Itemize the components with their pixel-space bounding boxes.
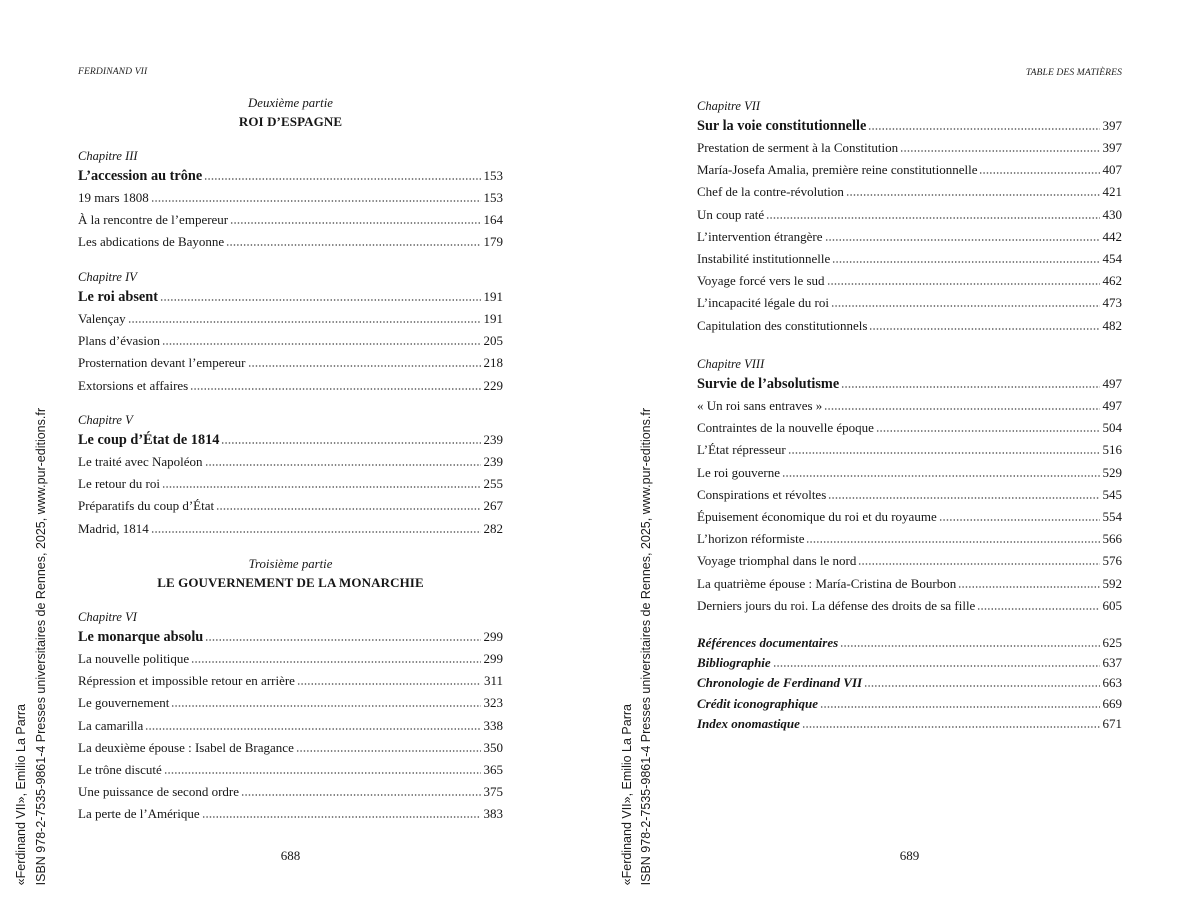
chapter-label: Chapitre VII (697, 99, 761, 113)
dot-leader (297, 683, 481, 685)
chapter-section (697, 98, 1122, 337)
toc-entry (78, 308, 503, 330)
entry-page-number: 282 (483, 520, 503, 536)
dot-leader (939, 519, 1100, 521)
entry-page-number: 529 (1102, 464, 1122, 480)
entry-page-number: 625 (1102, 635, 1122, 650)
entry-page-number: 497 (1102, 398, 1122, 413)
toc-entry (697, 573, 1122, 595)
entry-title: Le trône discuté (78, 761, 162, 777)
dot-leader (202, 816, 481, 818)
entry-page-number: 179 (483, 234, 503, 250)
dot-leader (162, 486, 481, 488)
chapter-title-row (697, 373, 1122, 395)
toc-entry (78, 715, 503, 737)
chapter-label: Chapitre III (78, 149, 138, 163)
dot-leader (162, 343, 481, 345)
toc-entry (78, 670, 503, 692)
toc-entry (697, 484, 1122, 506)
side-note-title-author: «Ferdinand VII», Emilio La Parra (14, 703, 28, 885)
entry-page-number: 153 (483, 190, 503, 205)
entry-title: La perte de l’Amérique (78, 806, 200, 822)
copyright-side-note (11, 408, 51, 885)
dot-leader (241, 794, 481, 796)
dot-leader (841, 386, 1099, 388)
toc-entry (78, 352, 503, 374)
entry-title: Une puissance de second ordre (78, 784, 239, 800)
entry-page-number: 473 (1102, 295, 1122, 311)
entry-page-number: 637 (1102, 655, 1122, 671)
page-number: 689 (899, 848, 920, 863)
entry-page-number: 442 (1102, 228, 1122, 244)
entry-page-number: 516 (1102, 442, 1122, 458)
dot-leader (840, 645, 1099, 647)
entry-title: Capitulation des constitutionnels (697, 317, 868, 333)
entry-page-number: 323 (483, 695, 503, 711)
dot-leader (832, 261, 1099, 263)
part-heading (78, 555, 503, 593)
entry-page-number: 239 (483, 432, 503, 447)
toc-entry (697, 395, 1122, 417)
chapter-section (78, 412, 503, 540)
entry-title: Extorsions et affaires (78, 377, 189, 393)
entry-title: Prosternation devant l’empereur (78, 355, 246, 371)
part-title: LE GOUVERNEMENT DE LA MONARCHIE (157, 575, 424, 590)
dot-leader (824, 408, 1099, 410)
entry-page-number: 504 (1102, 420, 1122, 436)
entry-page-number: 365 (483, 761, 503, 777)
entry-title: Bibliographie (697, 655, 771, 671)
entry-page-number: 311 (483, 673, 503, 689)
toc-entry (78, 473, 503, 495)
dot-leader (828, 497, 1099, 499)
dot-leader (160, 299, 481, 301)
part-title: ROI D’ESPAGNE (238, 114, 343, 129)
dot-leader (191, 661, 480, 663)
dot-leader (171, 705, 480, 707)
entry-title: Valençay (78, 311, 126, 326)
entry-title: Préparatifs du coup d’État (78, 498, 215, 514)
entry-title: 19 mars 1808 (78, 190, 149, 205)
chapter-label: Chapitre VI (78, 610, 137, 624)
part-label: Troisième partie (248, 557, 333, 571)
entry-title: Voyage forcé vers le sud (697, 273, 825, 289)
page-number: 688 (280, 848, 301, 863)
entry-title: Sur la voie constitutionnelle (697, 118, 867, 134)
toc-entry (697, 439, 1122, 461)
entry-title: Chef de la contre-révolution (697, 184, 844, 200)
dot-leader (806, 541, 1099, 543)
entry-title: Index onomastique (697, 715, 800, 731)
running-head: TABLE DES MATIÈRES (1025, 67, 1122, 78)
toc-entry (697, 270, 1122, 292)
back-matter-entry (697, 633, 1122, 653)
entry-title: Le monarque absolu (78, 629, 204, 645)
entry-title: À la rencontre de l’empereur (78, 212, 229, 228)
toc-entry (697, 137, 1122, 159)
entry-title: Le roi gouverne (697, 464, 781, 480)
toc-entry (697, 159, 1122, 181)
chapter-title-row (78, 165, 503, 187)
side-note-isbn-publisher: ISBN 978-2-7535-9861-4 Presses universitaires de Rennes, 2025, www.pur-editions.fr (34, 407, 48, 885)
dot-leader (205, 639, 480, 641)
dot-leader (216, 508, 480, 510)
entry-page-number: 397 (1102, 118, 1122, 133)
entry-title: Épuisement économique du roi et du royaume (697, 508, 937, 524)
entry-title: Derniers jours du roi. La défense des droits de sa fille (697, 597, 976, 613)
back-matter-entry (697, 694, 1122, 714)
entry-title: María-Josefa Amalia, première reine constitutionnelle (697, 162, 978, 178)
entry-title: Madrid, 1814 (78, 520, 149, 536)
entry-title: La quatrième épouse : María-Cristina de Bourbon (697, 575, 957, 591)
chapter-title-row (78, 429, 503, 451)
running-head: FERDINAND VII (78, 66, 148, 77)
toc-entry (78, 495, 503, 517)
entry-page-number: 375 (483, 784, 503, 800)
entry-title: L’intervention étrangère (697, 228, 823, 244)
dot-leader (846, 194, 1100, 196)
entry-title: Références documentaires (697, 635, 839, 650)
chapter-title-row (697, 115, 1122, 137)
dot-leader (248, 365, 481, 367)
entry-page-number: 267 (483, 498, 503, 514)
entry-title: Le coup d’État de 1814 (78, 432, 220, 448)
entry-title: La nouvelle politique (78, 651, 190, 666)
entry-title: Voyage triomphal dans le nord (697, 553, 857, 569)
dot-leader (868, 128, 1099, 130)
dot-leader (190, 388, 480, 390)
entry-title: Contraintes de la nouvelle époque (697, 420, 874, 436)
entry-page-number: 338 (483, 717, 503, 733)
toc-entry (78, 375, 503, 397)
toc-entry (78, 231, 503, 253)
chapter-section (697, 356, 1122, 617)
entry-page-number: 255 (483, 476, 503, 492)
entry-page-number: 671 (1102, 715, 1122, 731)
dot-leader (773, 665, 1100, 667)
dot-leader (869, 328, 1099, 330)
entry-title: Le retour du roi (78, 476, 160, 492)
entry-page-number: 350 (483, 739, 503, 755)
toc-entry (697, 550, 1122, 572)
toc-entry (78, 692, 503, 714)
dot-leader (802, 726, 1100, 728)
entry-page-number: 663 (1102, 675, 1122, 691)
toc-entry (697, 417, 1122, 439)
dot-leader (151, 200, 481, 202)
chapter-label: Chapitre VIII (697, 357, 765, 371)
dot-leader (145, 728, 480, 730)
dot-leader (230, 222, 480, 224)
toc-entry (697, 292, 1122, 314)
entry-page-number: 430 (1102, 206, 1122, 222)
entry-page-number: 605 (1102, 597, 1122, 613)
toc-entry (697, 506, 1122, 528)
dot-leader (205, 464, 481, 466)
entry-page-number: 191 (483, 311, 503, 326)
chapter-section (78, 609, 503, 826)
entry-title: L’horizon réformiste (697, 531, 805, 547)
entry-title: Instabilité institutionnelle (697, 250, 831, 266)
toc-entry (697, 462, 1122, 484)
entry-page-number: 545 (1102, 486, 1122, 502)
entry-title: Le gouvernement (78, 695, 170, 711)
entry-page-number: 164 (483, 212, 503, 228)
toc-entry (78, 518, 503, 540)
entry-page-number: 566 (1102, 531, 1122, 547)
dot-leader (221, 442, 480, 444)
entry-page-number: 299 (483, 651, 503, 666)
chapter-label: Chapitre V (78, 413, 133, 427)
entry-page-number: 191 (483, 289, 503, 304)
entry-page-number: 397 (1102, 140, 1122, 155)
entry-title: Le traité avec Napoléon (78, 454, 203, 469)
back-matter-entry (697, 673, 1122, 693)
entry-page-number: 218 (483, 355, 503, 371)
back-matter-entry (697, 714, 1122, 734)
dot-leader (958, 586, 1099, 588)
toc-entry (697, 226, 1122, 248)
toc-entry (697, 181, 1122, 203)
part-heading (78, 94, 503, 132)
entry-page-number: 669 (1102, 695, 1122, 711)
toc-entry (78, 759, 503, 781)
dot-leader (296, 750, 481, 752)
dot-leader (825, 239, 1100, 241)
toc-entry (697, 248, 1122, 270)
side-note-title-author: «Ferdinand VII», Emilio La Parra (620, 703, 634, 885)
right-page (600, 0, 1199, 913)
entry-title: Répression et impossible retour en arrière (78, 673, 295, 689)
entry-page-number: 299 (483, 629, 503, 644)
toc-entry (697, 204, 1122, 226)
dot-leader (864, 685, 1099, 687)
entry-page-number: 421 (1102, 184, 1122, 200)
entry-page-number: 497 (1102, 376, 1122, 391)
toc-entry (78, 187, 503, 209)
back-matter-entry (697, 653, 1122, 673)
dot-leader (820, 706, 1100, 708)
entry-page-number: 462 (1102, 273, 1122, 289)
dot-leader (782, 475, 1099, 477)
entry-page-number: 554 (1102, 508, 1122, 524)
entry-title: Les abdications de Bayonne (78, 234, 225, 250)
entry-title: Crédit iconographique (697, 695, 818, 711)
entry-title: Prestation de serment à la Constitution (697, 140, 899, 155)
toc-entry (697, 528, 1122, 550)
dot-leader (128, 321, 481, 323)
copyright-side-note (618, 408, 656, 885)
dot-leader (827, 283, 1100, 285)
dot-leader (226, 244, 480, 246)
entry-page-number: 407 (1102, 162, 1122, 178)
dot-leader (831, 305, 1100, 307)
entry-title: Un coup raté (697, 206, 765, 222)
toc-entry (78, 209, 503, 231)
toc-entry (78, 451, 503, 473)
entry-title: Plans d’évasion (78, 333, 160, 349)
dot-leader (979, 172, 1099, 174)
side-note-isbn-publisher: ISBN 978-2-7535-9861-4 Presses universitaires de Rennes, 2025, www.pur-editions.fr (639, 407, 653, 885)
entry-page-number: 383 (483, 806, 503, 822)
entry-title: Survie de l’absolutisme (697, 376, 840, 392)
toc-entry (78, 803, 503, 825)
toc-entry (78, 330, 503, 352)
toc-entry (697, 595, 1122, 617)
entry-title: « Un roi sans entraves » (697, 398, 823, 413)
entry-title: La deuxième épouse : Isabel de Bragance (78, 739, 294, 755)
entry-page-number: 153 (483, 168, 503, 183)
chapter-title-row (78, 286, 503, 308)
entry-page-number: 454 (1102, 250, 1122, 266)
dot-leader (977, 608, 1099, 610)
entry-title: Le roi absent (78, 289, 158, 305)
entry-title: L’État répresseur (697, 442, 786, 458)
chapter-section (78, 148, 503, 254)
entry-title: La camarilla (78, 717, 144, 733)
entry-title: Conspirations et révoltes (697, 486, 827, 502)
toc-entry (78, 648, 503, 670)
chapter-title-row (78, 626, 503, 648)
dot-leader (858, 563, 1099, 565)
dot-leader (151, 531, 481, 533)
dot-leader (164, 772, 481, 774)
entry-page-number: 482 (1102, 317, 1122, 333)
toc-entry (78, 737, 503, 759)
entry-page-number: 576 (1102, 553, 1122, 569)
chapter-section (78, 269, 503, 397)
entry-title: L’incapacité légale du roi (697, 295, 829, 311)
toc-entry (697, 315, 1122, 337)
back-matter-list (697, 633, 1122, 734)
dot-leader (766, 217, 1099, 219)
entry-page-number: 229 (483, 377, 503, 393)
entry-page-number: 239 (483, 454, 503, 469)
dot-leader (876, 430, 1100, 432)
dot-leader (900, 150, 1099, 152)
entry-title: L’accession au trône (78, 168, 203, 184)
part-label: Deuxième partie (248, 96, 333, 110)
chapter-label: Chapitre IV (78, 270, 137, 284)
entry-page-number: 592 (1102, 575, 1122, 591)
dot-leader (204, 178, 480, 180)
dot-leader (788, 452, 1100, 454)
toc-entry (78, 781, 503, 803)
entry-page-number: 205 (483, 333, 503, 349)
entry-title: Chronologie de Ferdinand VII (697, 675, 863, 691)
